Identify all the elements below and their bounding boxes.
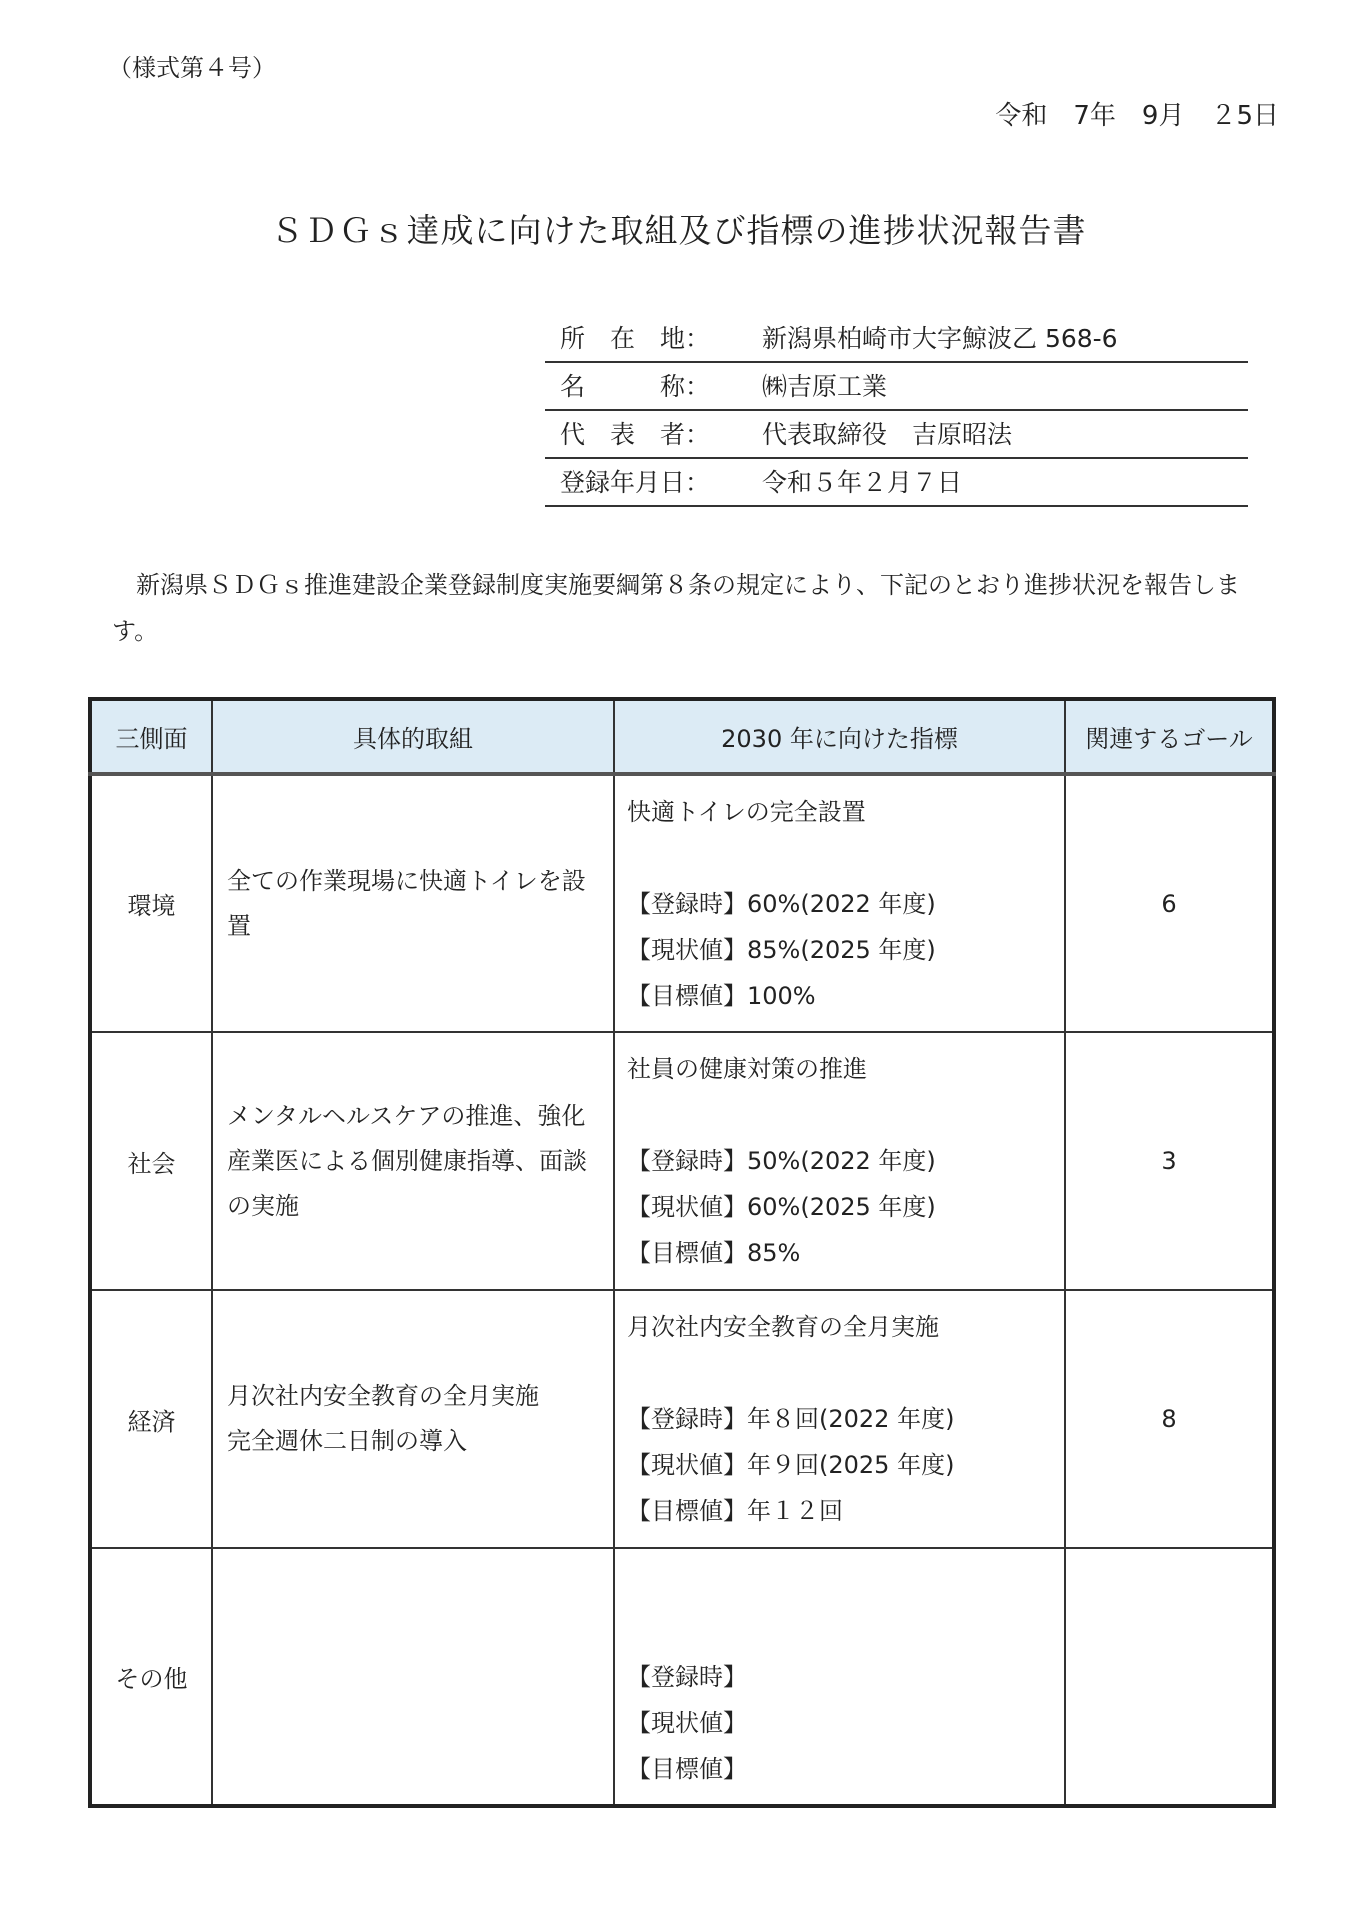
indicator-title: 月次社内安全教育の全月実施 — [627, 1313, 939, 1341]
indicator-cell — [614, 1290, 1065, 1548]
indicator-cell — [614, 1032, 1065, 1290]
indicator-title: 快適トイレの完全設置 — [627, 797, 866, 826]
indicator-current: 【現状値】85%(2025 年度) — [627, 935, 936, 964]
indicator-registered: 【登録時】年８回(2022 年度) — [627, 1405, 955, 1433]
info-value: 令和５年２月７日 — [762, 468, 963, 497]
table-row — [90, 1548, 1274, 1806]
indicator-registered: 【登録時】60%(2022 年度) — [627, 889, 936, 918]
initiative-cell — [212, 1032, 614, 1290]
initiative-line: 全ての作業現場に快適トイレを設置 — [227, 866, 586, 940]
indicator-cell — [614, 1548, 1065, 1806]
initiative-cell — [212, 1290, 614, 1548]
initiative-line: 月次社内安全教育の全月実施 — [227, 1382, 539, 1410]
header-aspect: 三側面 — [90, 699, 212, 774]
intro-paragraph: 新潟県ＳＤＧｓ推進建設企業登録制度実施要綱第８条の規定により、下記のとおり進捗状況を報告します。 — [112, 571, 1240, 645]
info-row-address — [545, 315, 1248, 363]
document-title: ＳＤＧｓ達成に向けた取組及び指標の進捗状況報告書 — [270, 211, 1087, 250]
indicator-title: 社員の健康対策の推進 — [627, 1055, 867, 1083]
table-header-row — [90, 699, 1274, 774]
indicator-current: 【現状値】年９回(2025 年度) — [627, 1451, 955, 1479]
progress-table — [88, 697, 1276, 1808]
table-row — [90, 1290, 1274, 1548]
initiative-line: 完全週休二日制の導入 — [227, 1427, 467, 1455]
initiative-line: メンタルヘルスケアの推進、強化 — [227, 1101, 586, 1130]
form-number: （様式第４号） — [108, 54, 276, 82]
initiative-cell — [212, 1548, 614, 1806]
table-row — [90, 774, 1274, 1032]
indicator-title — [627, 1562, 1052, 1608]
indicator-target: 【目標値】100% — [627, 981, 816, 1010]
goal-cell: 6 — [1065, 774, 1274, 1032]
aspect-cell: その他 — [90, 1548, 212, 1806]
header-indicator: 2030 年に向けた指標 — [614, 699, 1065, 774]
initiative-cell — [212, 774, 614, 1032]
indicator-registered: 【登録時】50%(2022 年度) — [627, 1147, 936, 1175]
table-row — [90, 1032, 1274, 1290]
info-value: 代表取締役 吉原昭法 — [762, 420, 1013, 449]
info-label: 所 在 地： — [560, 324, 711, 353]
indicator-registered: 【登録時】 — [627, 1662, 747, 1691]
info-label: 名 称： — [560, 372, 711, 401]
indicator-cell — [614, 774, 1065, 1032]
indicator-target: 【目標値】85% — [627, 1239, 801, 1267]
indicator-target: 【目標値】 — [627, 1754, 747, 1783]
goal-cell — [1065, 1548, 1274, 1806]
info-value: ㈱吉原工業 — [762, 372, 888, 401]
indicator-current: 【現状値】 — [627, 1708, 747, 1737]
aspect-cell: 社会 — [90, 1032, 212, 1290]
info-label: 登録年月日： — [560, 468, 711, 497]
info-row-name — [545, 363, 1248, 411]
info-value: 新潟県柏崎市大字鯨波乙 568-6 — [762, 324, 1118, 353]
company-info — [545, 315, 1248, 507]
indicator-target: 【目標値】年１２回 — [627, 1497, 843, 1525]
indicator-current: 【現状値】60%(2025 年度) — [627, 1193, 936, 1221]
aspect-cell: 環境 — [90, 774, 212, 1032]
header-initiative: 具体的取組 — [212, 699, 614, 774]
goal-cell: 8 — [1065, 1290, 1274, 1548]
initiative-line: 産業医による個別健康指導、面談の実施 — [227, 1146, 587, 1220]
header-goal: 関連するゴール — [1065, 699, 1274, 774]
info-row-representative — [545, 411, 1248, 459]
info-row-registration-date — [545, 459, 1248, 507]
goal-cell: 3 — [1065, 1032, 1274, 1290]
aspect-cell: 経済 — [90, 1290, 212, 1548]
info-label: 代 表 者： — [560, 420, 711, 449]
report-date: 令和 7年 9月 ２5日 — [995, 101, 1279, 131]
